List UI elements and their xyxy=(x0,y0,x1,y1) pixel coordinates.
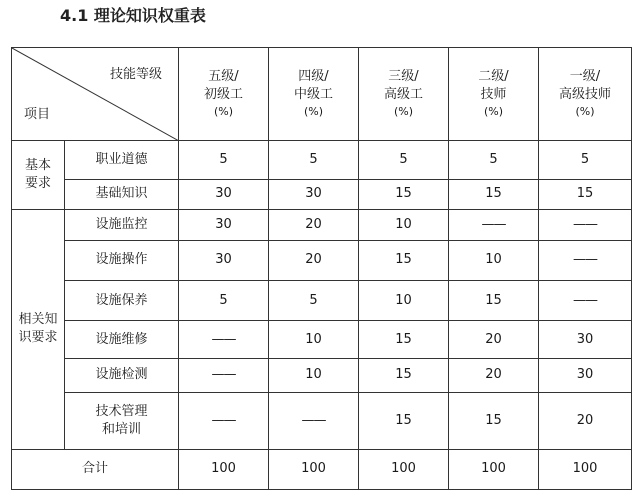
table-row xyxy=(12,209,632,240)
percent-unit: (%) xyxy=(393,105,414,119)
level-header-3 xyxy=(359,48,449,141)
level-title: 技师 xyxy=(480,87,507,103)
value-cell: —— xyxy=(269,392,359,449)
level-title: 初级工 xyxy=(203,87,243,103)
page-title: 4.1 理论知识权重表 xyxy=(60,6,206,25)
table-row xyxy=(12,321,632,359)
value-cell: 30 xyxy=(539,359,632,392)
value-cell: 30 xyxy=(179,240,269,280)
value-cell: 15 xyxy=(359,179,449,209)
table-row xyxy=(12,141,632,179)
value-cell: 20 xyxy=(539,392,632,449)
knowledge-weight-table xyxy=(11,47,632,490)
value-cell: 15 xyxy=(449,392,539,449)
value-cell: 5 xyxy=(359,141,449,179)
value-cell: 5 xyxy=(539,141,632,179)
value-cell: —— xyxy=(179,359,269,392)
value-cell: 30 xyxy=(179,179,269,209)
total-value-cell: 100 xyxy=(269,449,359,489)
header-row xyxy=(12,48,632,141)
value-cell: 15 xyxy=(449,179,539,209)
level-title: 中级工 xyxy=(293,87,333,103)
level-header-4 xyxy=(269,48,359,141)
diagonal-line xyxy=(12,48,178,140)
value-cell: 10 xyxy=(359,209,449,240)
value-cell: 20 xyxy=(269,240,359,280)
value-cell: —— xyxy=(449,209,539,240)
group-label-line: 要求 xyxy=(24,176,51,192)
value-cell: 10 xyxy=(449,240,539,280)
item-label: 项目 xyxy=(24,107,51,123)
level-name: 三级/ xyxy=(388,69,419,85)
value-cell: 15 xyxy=(449,281,539,321)
item-cell: 设施维修 xyxy=(65,321,179,359)
value-cell: 15 xyxy=(359,240,449,280)
level-header-1 xyxy=(539,48,632,141)
skill-level-label: 技能等级 xyxy=(109,67,162,82)
value-cell: 20 xyxy=(269,209,359,240)
total-row xyxy=(12,449,632,489)
value-cell: 20 xyxy=(449,359,539,392)
level-name: 一级/ xyxy=(569,69,601,85)
level-name: 五级/ xyxy=(208,69,239,85)
value-cell: 30 xyxy=(179,209,269,240)
item-cell xyxy=(65,392,179,449)
item-cell: 基础知识 xyxy=(65,179,179,209)
table-row xyxy=(12,240,632,280)
level-header-2 xyxy=(449,48,539,141)
percent-unit: (%) xyxy=(213,105,234,119)
value-cell: —— xyxy=(179,392,269,449)
table-row xyxy=(12,179,632,209)
total-value-cell: 100 xyxy=(179,449,269,489)
item-cell: 设施检测 xyxy=(65,359,179,392)
group-label-line: 识要求 xyxy=(18,330,58,346)
value-cell: —— xyxy=(539,281,632,321)
level-name: 二级/ xyxy=(478,69,509,85)
item-cell: 职业道德 xyxy=(65,141,179,179)
item-label-line: 和培训 xyxy=(101,421,141,437)
diagonal-header-cell xyxy=(12,48,179,141)
group-label-line: 基本 xyxy=(24,158,51,174)
value-cell: —— xyxy=(539,209,632,240)
value-cell: 5 xyxy=(179,141,269,179)
value-cell: 5 xyxy=(449,141,539,179)
total-value-cell: 100 xyxy=(449,449,539,489)
value-cell: 20 xyxy=(449,321,539,359)
level-name: 四级/ xyxy=(298,69,329,85)
group-basic-requirements xyxy=(12,141,65,209)
value-cell: —— xyxy=(179,321,269,359)
table-row xyxy=(12,359,632,392)
table-row xyxy=(12,392,632,449)
value-cell: —— xyxy=(539,240,632,280)
item-cell: 设施操作 xyxy=(65,240,179,280)
table-row xyxy=(12,281,632,321)
percent-unit: (%) xyxy=(303,105,324,119)
item-label-line: 技术管理 xyxy=(95,403,148,419)
percent-unit: (%) xyxy=(575,105,595,119)
value-cell: 15 xyxy=(359,321,449,359)
percent-unit: (%) xyxy=(483,105,504,119)
value-cell: 30 xyxy=(539,321,632,359)
value-cell: 5 xyxy=(269,141,359,179)
value-cell: 10 xyxy=(269,359,359,392)
group-label-line: 相关知 xyxy=(18,312,58,328)
total-value-cell: 100 xyxy=(539,449,632,489)
value-cell: 5 xyxy=(269,281,359,321)
item-cell: 设施保养 xyxy=(65,281,179,321)
total-label: 合计 xyxy=(12,449,179,489)
level-title: 高级工 xyxy=(383,87,423,103)
level-title: 高级技师 xyxy=(558,87,611,103)
value-cell: 5 xyxy=(179,281,269,321)
value-cell: 15 xyxy=(359,359,449,392)
group-related-knowledge xyxy=(12,209,65,449)
value-cell: 10 xyxy=(359,281,449,321)
item-cell: 设施监控 xyxy=(65,209,179,240)
value-cell: 15 xyxy=(539,179,632,209)
total-value-cell: 100 xyxy=(359,449,449,489)
level-header-5 xyxy=(179,48,269,141)
value-cell: 30 xyxy=(269,179,359,209)
value-cell: 15 xyxy=(359,392,449,449)
value-cell: 10 xyxy=(269,321,359,359)
